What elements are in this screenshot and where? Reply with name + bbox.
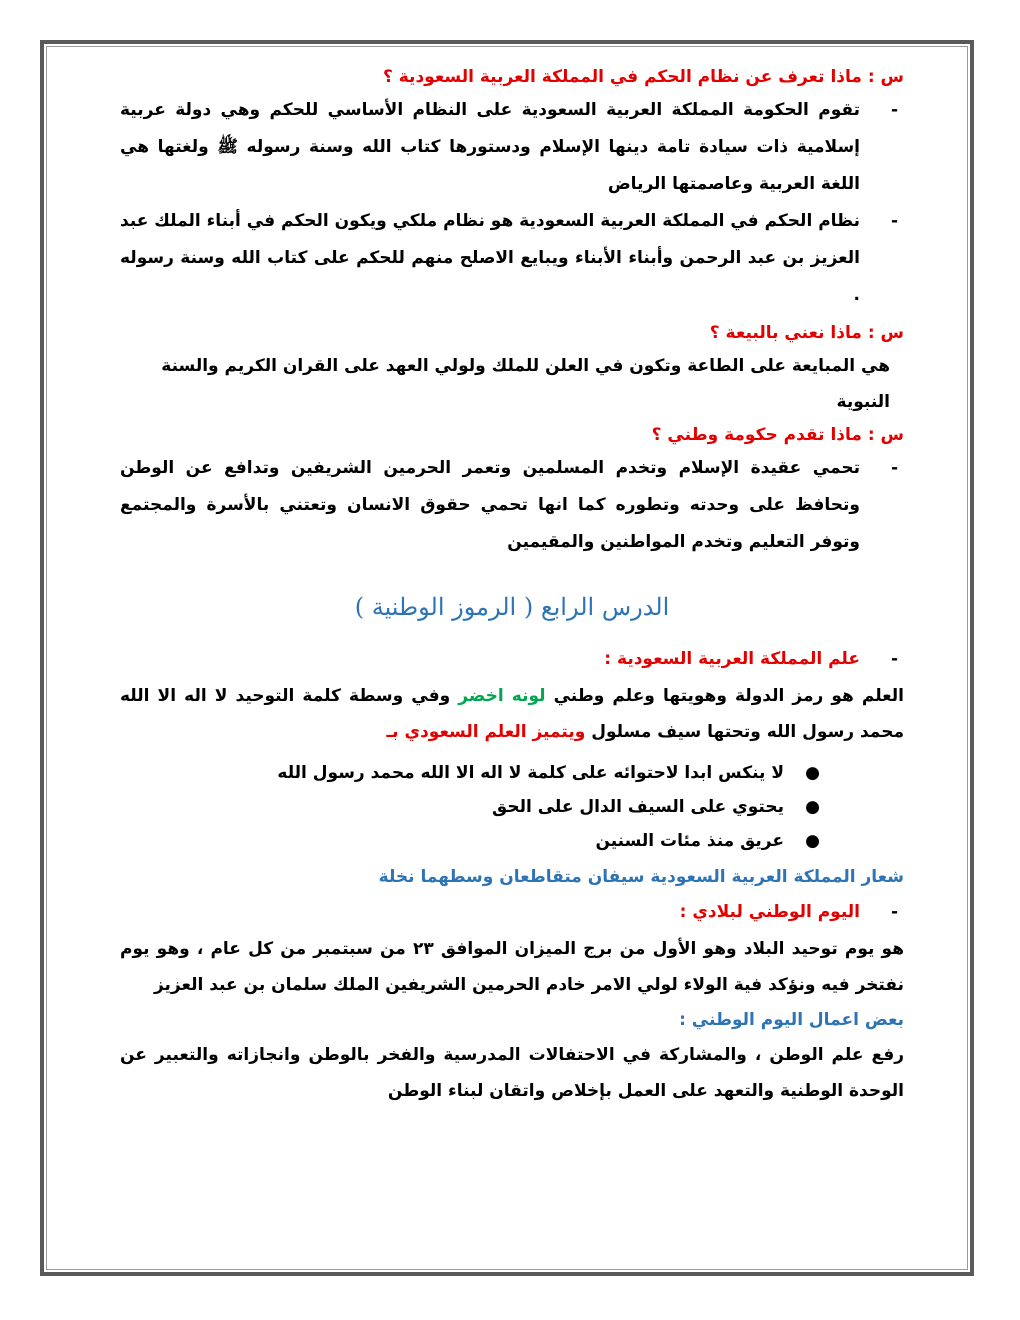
answer-1-item-2: - نظام الحكم في المملكة العربية السعودية هو نظام ملكي ويكون الحكم في أبناء الملك عبد العزيز بن عبد الرحمن وأبناء الأبناء ويبايع الاصلح منهم للحكم على كتاب الله وسنة رسوله .: [120, 211, 898, 305]
emblem-text: شعار المملكة العربية السعودية سيفان متقاطعان وسطهما نخلة: [378, 867, 904, 887]
lesson-title: الدرس الرابع ( الرموز الوطنية ): [354, 593, 670, 621]
flag-description: العلم هو رمز الدولة وهويتها وعلم وطني لونه اخضر وفي وسطة كلمة التوحيد لا اله الا الله محمد رسول الله وتحتها سيف مسلول ويتميز العلم السعودي بـ: [120, 686, 904, 742]
answer-3-item: - تحمي عقيدة الإسلام وتخدم المسلمين وتعمر الحرمين الشريفين وتدافع عن الوطن وتحافظ على وحدته وتطوره كما انها تحمي حقوق الانسان وتعتني بالأسرة والمجتمع وتوفر التعليم وتخدم المواطنين والمقيمين: [120, 458, 898, 552]
question-2: س : ماذا نعني بالبيعة ؟: [709, 323, 904, 343]
flag-distinct: ويتميز العلم السعودي بـ: [386, 722, 586, 742]
national-day-text: هو يوم توحيد البلاد وهو الأول من برج الميزان الموافق ٢٣ من سبتمبر من كل عام ، وهو يوم نفتخر فيه ونؤكد فية الولاء لولي الامر خادم الحرمين الشريفين الملك سلمان بن عبد العزيز: [120, 939, 904, 995]
activities-text: رفع علم الوطن ، والمشاركة في الاحتفالات المدرسية والفخر بالوطن وانجازاته والتعبير عن الوحدة الوطنية والتعهد على العمل بإخلاص واتقان لبناء الوطن: [120, 1045, 904, 1101]
answer-1-item-1: - تقوم الحكومة المملكة العربية السعودية على النظام الأساسي للحكم وهي دولة عربية إسلامية ذات سيادة تامة دينها الإسلام ودستورها كتاب الله وسنة رسوله ﷺ ولغتها هي اللغة العربية وعاصمتها الرياض: [120, 100, 898, 194]
list-item: ● عريق منذ مئات السنين: [595, 831, 820, 851]
document-body: [120, 62, 904, 1109]
list-item: ● يحتوي على السيف الدال على الحق: [492, 797, 820, 817]
flag-heading: - علم المملكة العربية السعودية :: [604, 649, 898, 669]
question-1: س : ماذا تعرف عن نظام الحكم في المملكة العربية السعودية ؟: [382, 67, 904, 87]
flag-color: لونه اخضر: [458, 686, 546, 706]
activities-heading: بعض اعمال اليوم الوطني :: [679, 1010, 904, 1030]
list-item: ● لا ينكس ابدا لاحتوائه على كلمة لا اله الا الله محمد رسول الله: [277, 763, 820, 783]
national-day-heading: - اليوم الوطني لبلادي :: [679, 902, 898, 922]
answer-2: هي المبايعة على الطاعة وتكون في العلن للملك ولولي العهد على القران الكريم والسنة النبوية: [161, 356, 890, 412]
question-3: س : ماذا تقدم حكومة وطني ؟: [651, 425, 904, 445]
flag-features-list: [120, 756, 904, 858]
